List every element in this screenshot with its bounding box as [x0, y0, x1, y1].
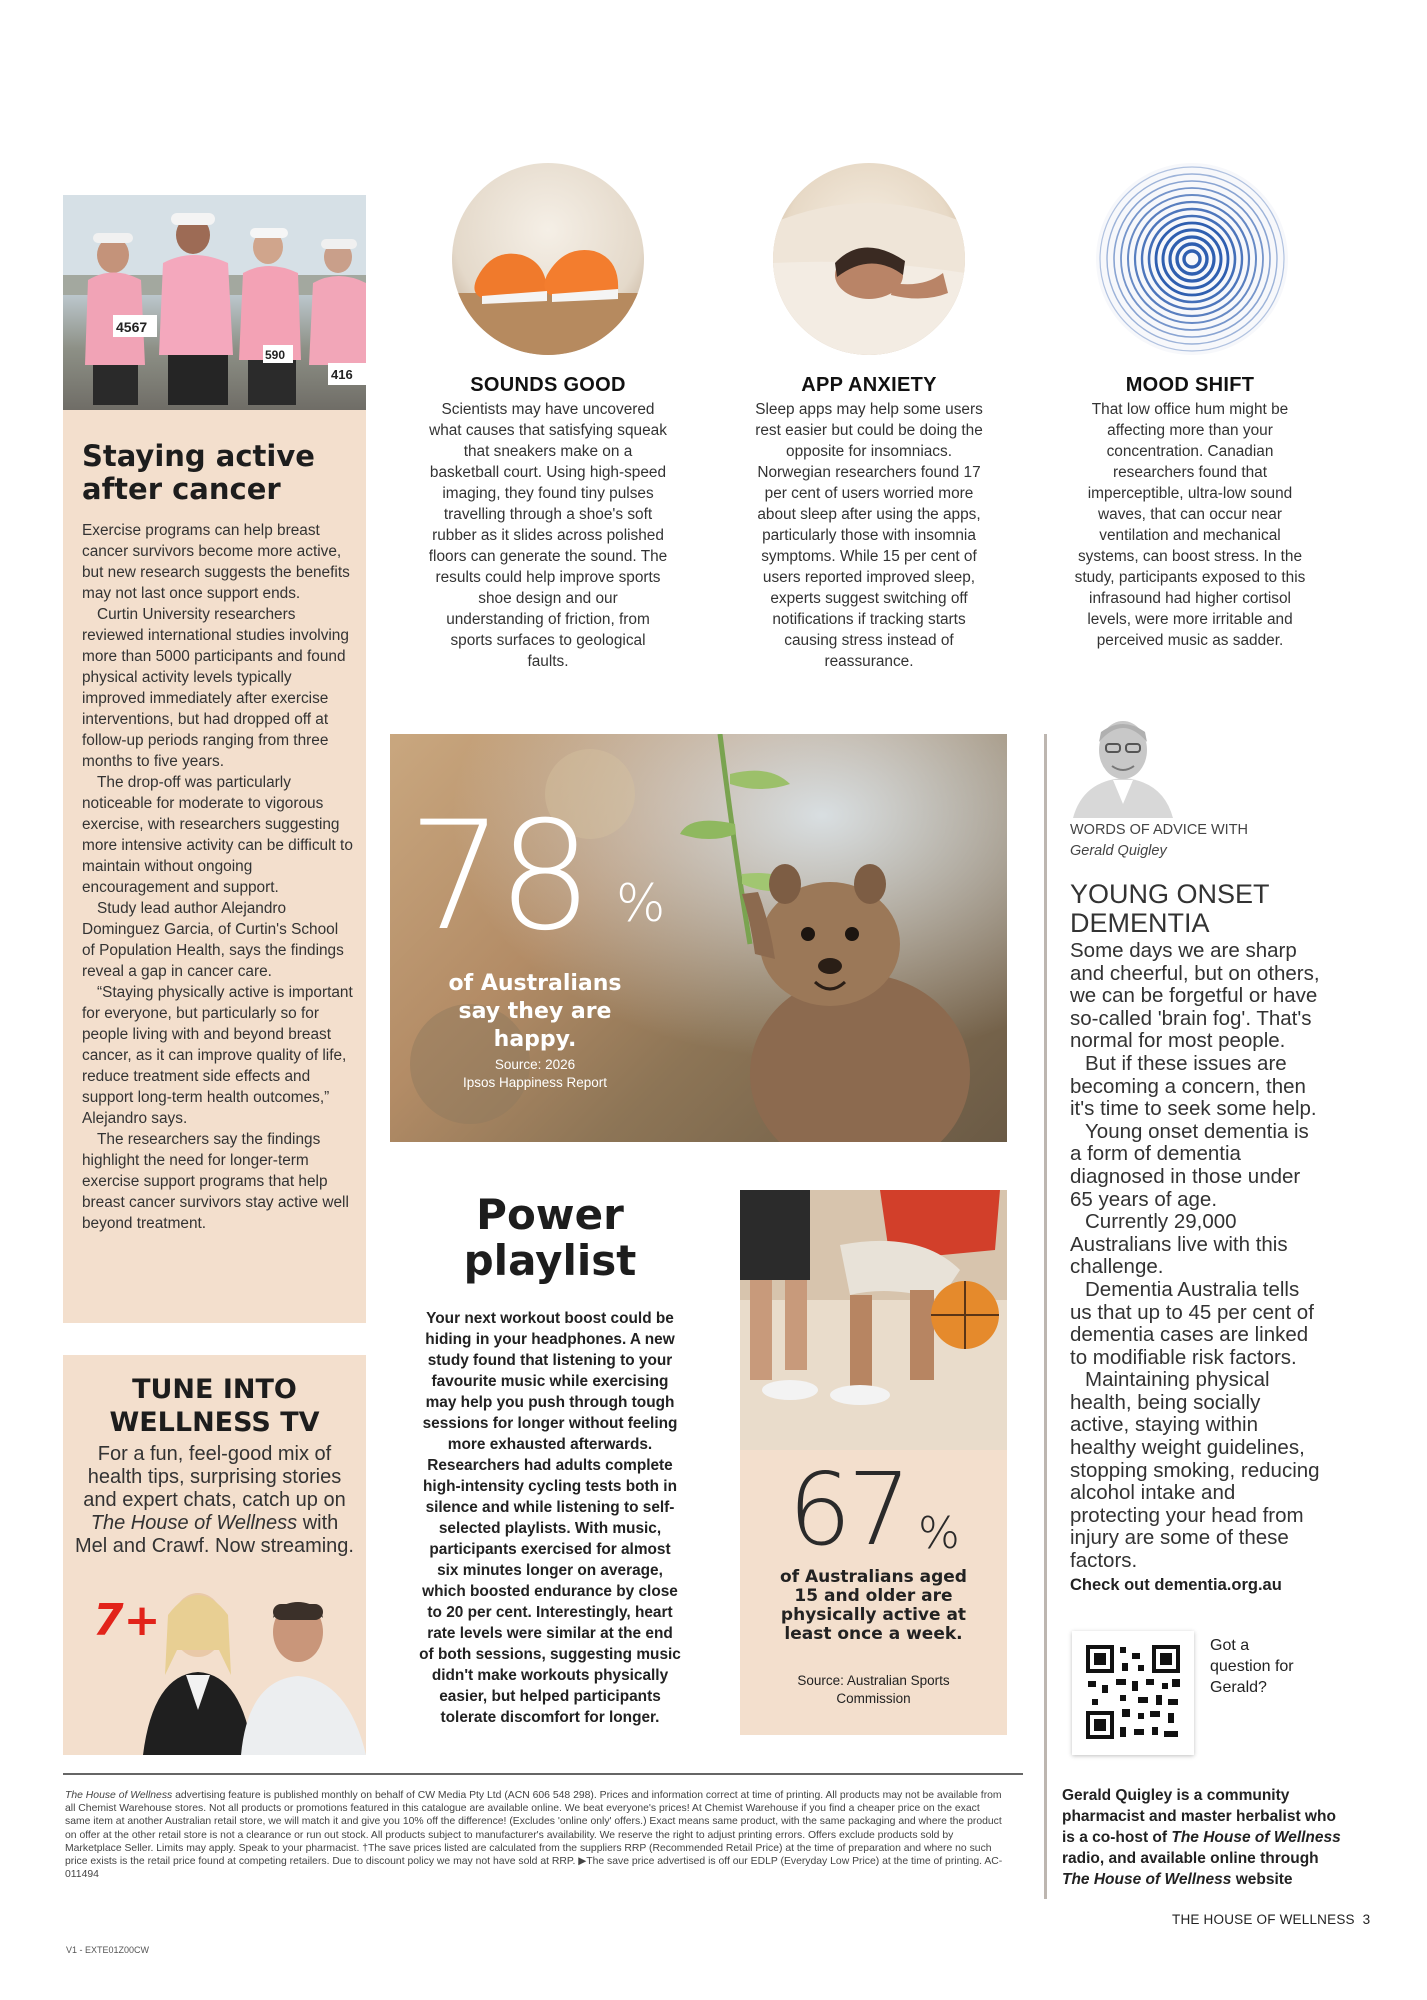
stat-67-percent: % [918, 1508, 960, 1559]
bio-text: Gerald Quigley is a community pharmacist and master herbalist who is a co-host of [1062, 1787, 1336, 1846]
publication-name: The House of Wellness [65, 1790, 173, 1801]
stat-78-number: 78 [408, 790, 587, 964]
source-line: Source: 2026 [494, 1057, 576, 1072]
paragraph: But if these issues are becoming a concern, then it's time to seek some help. [1070, 1051, 1317, 1121]
staying-active-body [82, 520, 354, 1234]
paragraph: Young onset dementia is a form of dementia diagnosed in those under 65 years of age. [1070, 1119, 1309, 1211]
stat-67-number: 67 [788, 1451, 908, 1568]
catalog-code: V1 - EXTE01Z00CW [66, 1945, 150, 1955]
7plus-logo: 7+ [93, 1595, 161, 1646]
column-divider [1044, 734, 1047, 1899]
tv-body-text: For a fun, feel-good mix of health tips, surprising stories and expert chats, catch up on [83, 1443, 346, 1511]
sneakers-photo [452, 163, 644, 355]
paragraph: “Staying physically active is important for everyone, but particularly so for people living with and beyond breast cancer, as it can improve quality of life, reduce treatment side effects and support long-term health outcomes,” Alejandro says. [82, 984, 353, 1127]
paragraph: Study lead author Alejandro Dominguez Garcia, of Curtin's School of Population Health, says the findings reveal a gap in cancer care. [82, 900, 344, 980]
gerald-bio [1062, 1785, 1342, 1890]
basketball-photo [740, 1190, 1007, 1450]
show-name: The House of Wellness [90, 1512, 298, 1534]
sound-wave-spiral-image [1096, 163, 1288, 355]
magazine-name: THE HOUSE OF WELLNESS [1172, 1912, 1355, 1927]
stat-67-caption: of Australians aged 15 and older are physically active at least once a week. [780, 1567, 967, 1644]
tune-into-wellness-tv-heading: TUNE INTO WELLNESS TV [109, 1374, 320, 1438]
stat-78-percent: % [616, 874, 666, 934]
mood-shift-heading: MOOD SHIFT [1125, 374, 1255, 396]
words-of-advice-label: WORDS OF ADVICE WITH [1070, 822, 1249, 838]
page-footer-label [1172, 1912, 1370, 1927]
tune-into-wellness-tv-body [73, 1443, 356, 1558]
paragraph: Currently 29,000 Australians live with this challenge. [1070, 1210, 1288, 1279]
page-number: 3 [1362, 1912, 1371, 1927]
power-playlist-body: Your next workout boost could be hiding in your headphones. A new study found that listening to your favourite music while exercising may help you push through tough sessions for longer without feeling more exhausted afterwards. Researchers had adults complete high-intensity cycling tests both in silence and while listening to self-selected playlists. With music, participants exercised for almost six minutes longer on average, which boosted endurance by close to 20 per cent. Interestingly, heart rate levels were similar at the end of both sessions, suggesting music didn't make workouts physically easier, but helped participants tolerate discomfort for longer. [419, 1310, 681, 1726]
race-bib-number: 416 [331, 367, 353, 382]
stat-78-caption: of Australians say they are happy. [448, 971, 622, 1052]
sleeping-woman-photo [773, 163, 965, 355]
dementia-website-link[interactable]: Check out dementia.org.au [1070, 1576, 1282, 1594]
bio-text: website [1231, 1871, 1293, 1888]
power-playlist-heading: Power playlist [463, 1190, 637, 1285]
stat-78-source [430, 1056, 640, 1092]
tv-body-text: with Mel and Crawf. Now streaming. [75, 1512, 354, 1557]
gerald-portrait [1068, 706, 1178, 818]
bio-text: radio, and available online through [1062, 1850, 1319, 1867]
gerald-name: Gerald Quigley [1070, 843, 1167, 859]
app-anxiety-heading: APP ANXIETY [801, 374, 937, 396]
footer-divider [63, 1773, 1023, 1775]
stat-67-source: Source: Australian Sports Commission [797, 1673, 950, 1706]
paragraph: Some days we are sharp and cheerful, but on others, we can be forgetful or have so-called 'brain fog'. That's normal for most people. [1070, 939, 1320, 1053]
basketball-stat-panel [740, 1190, 1007, 1735]
runners-photo [63, 195, 366, 415]
quokka-stat-panel [390, 734, 1007, 1142]
sounds-good-heading: SOUNDS GOOD [470, 374, 626, 396]
paragraph: Exercise programs can help breast cancer survivors become more active, but new research suggests the benefits may not last once support ends. [82, 522, 350, 602]
paragraph: Curtin University researchers reviewed international studies involving more than 5000 participants and found physical activity levels typically improved immediately after exercise interventions, but had dropped off at follow-up periods ranging from three months to five years. [82, 606, 349, 770]
paragraph: Maintaining physical health, being socially active, staying within healthy weight guidelines, stopping smoking, reducing alcohol intake and protecting your head from injury are some of these factors. [1070, 1368, 1320, 1573]
paragraph: Dementia Australia tells us that up to 45 per cent of dementia cases are linked to modifiable risk factors. [1070, 1277, 1314, 1369]
race-bib-number: 4567 [116, 319, 148, 335]
young-onset-dementia-heading: YOUNG ONSET DEMENTIA [1070, 879, 1270, 938]
show-name: The House of Wellness [1062, 1871, 1232, 1888]
sounds-good-body: Scientists may have uncovered what causes that satisfying squeak that sneakers make on a basketball court. Using high-speed imaging, they found tiny pulses travelling through a shoe's soft rubber as it slides across polished floors can generate the sound. The results could help improve sports shoe design and our understanding of friction, from sports surfaces to geological faults. [428, 401, 668, 670]
qr-code[interactable] [1072, 1631, 1194, 1755]
young-onset-dementia-body [1070, 940, 1320, 1573]
source-line: Ipsos Happiness Report [462, 1075, 608, 1090]
paragraph: The drop-off was particularly noticeable for moderate to vigorous exercise, with researchers suggesting more intensive activity can be difficult to maintain without ongoing encouragement and support. [82, 774, 353, 896]
paragraph: The researchers say the findings highlight the need for longer-term exercise support programs that help breast cancer survivors stay active well beyond treatment. [82, 1131, 349, 1232]
legal-text: advertising feature is published monthly on behalf of CW Media Pty Ltd (ACN 606 548 298). Prices and information correct at time of printing. All products may not be available from all Chemist Warehouse stores. Not all products or promotions featured in this catalogue are available online. We beat everyone's prices! At Chemist Warehouse if you find a cheaper price on the exact same item at another Australian retail store, we will match it and give you 10% off the difference! (Excludes 'online only' offers.) Exact means same product, with the same packaging and where the product on offer at the other retail store is not a clearance or run out stock. All products subject to manufacturer's availability. We reserve the right to adjust printing errors. Offers exclude products sold by Marketplace Seller. Limits may apply. Speak to your pharmacist. †The save prices listed are calculated from the suppliers RRP (Recommended Retail Price) at the time of preparation and where no such price exists is the retail price found at competing retailers. Due to discount policy we may not have sold at RRP. ▶The save price advertised is off our EDLP (Everyday Low Price) at the time of printing. AC-011494 [65, 1790, 1003, 1881]
show-name: The House of Wellness [1171, 1829, 1341, 1846]
staying-active-heading: Staying active after cancer [82, 439, 315, 506]
app-anxiety-body: Sleep apps may help some users rest easier but could be doing the opposite for insomniacs. Norwegian researchers found 17 per cent of users worried more about sleep after using the apps, particularly those with insomnia symptoms. While 15 per cent of users reported improved sleep, experts suggest switching off notifications if tracking starts causing stress instead of reassurance. [755, 401, 983, 670]
race-bib-number: 590 [265, 348, 286, 362]
footer-legal-text [65, 1789, 1005, 1881]
mood-shift-body: That low office hum might be affecting more than your concentration. Canadian researchers found that imperceptible, ultra-low sound waves, that can occur near ventilation and mechanical systems, can boost stress. In the study, participants exposed to this infrasound had higher cortisol levels, were more irritable and perceived music as sadder. [1074, 401, 1306, 649]
qr-question-text: Got a question for Gerald? [1210, 1637, 1294, 1696]
